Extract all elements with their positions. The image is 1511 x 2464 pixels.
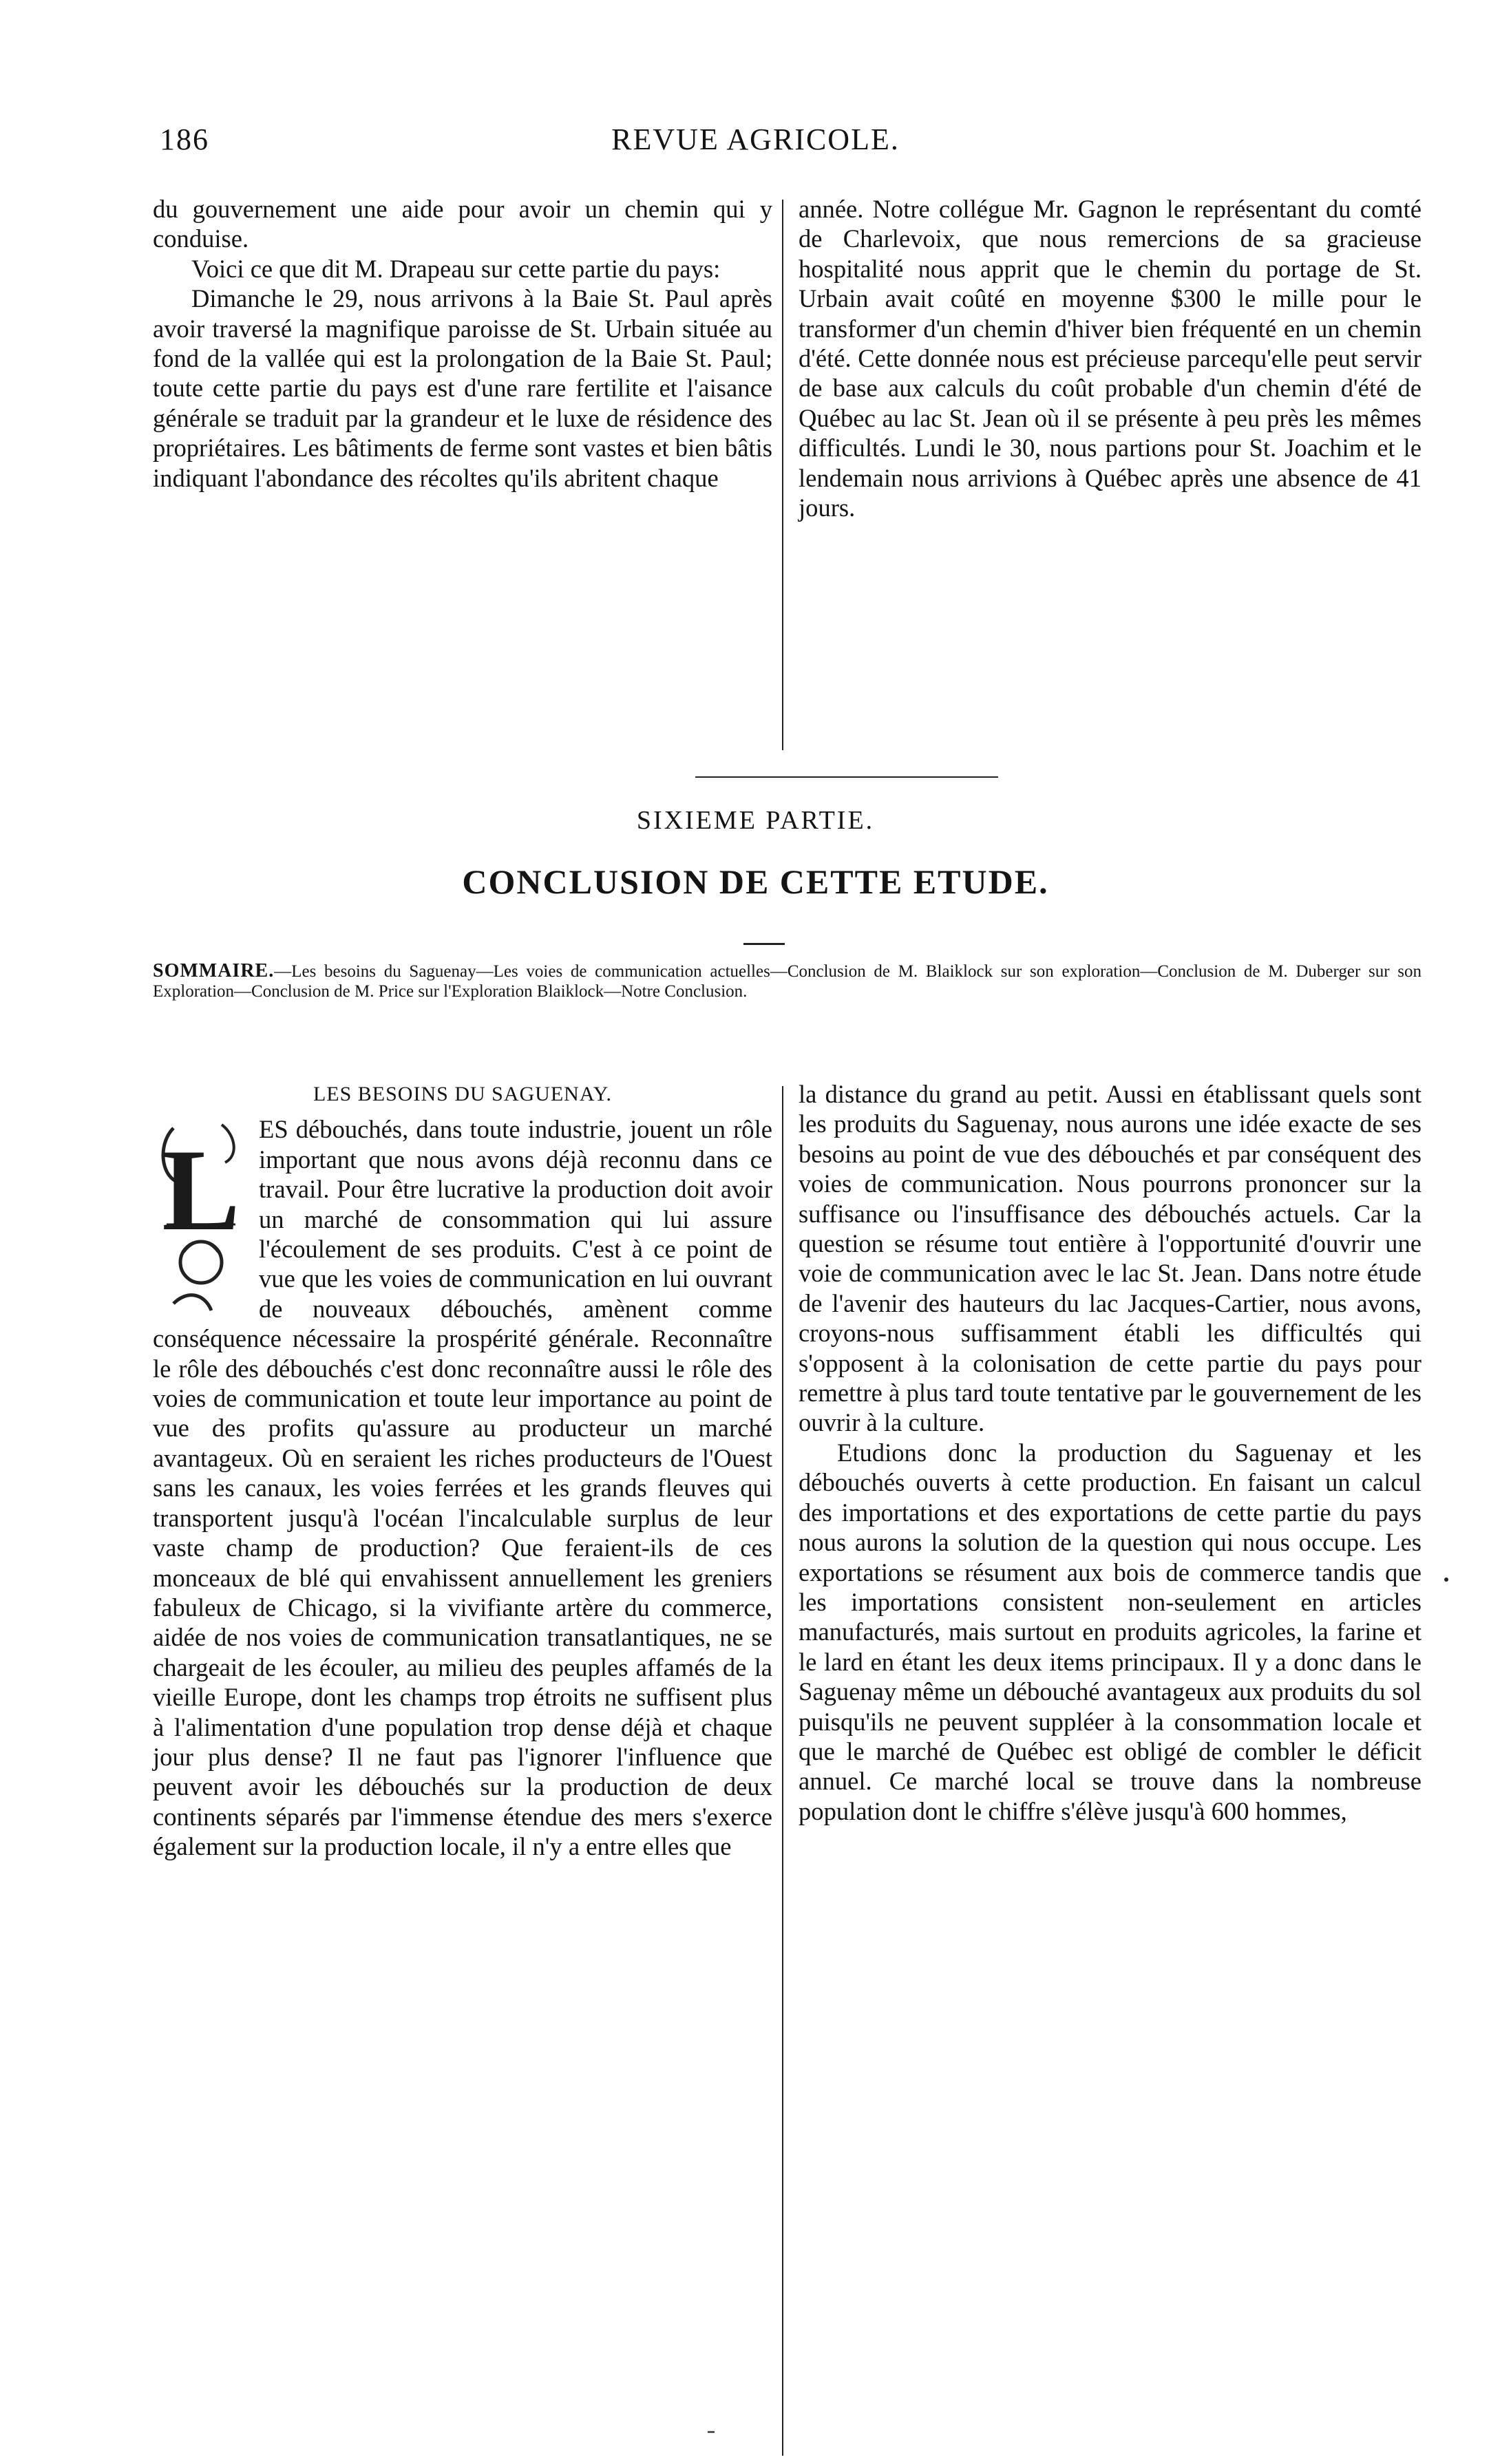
paragraph: ES débouchés, dans toute industrie, jouent un rôle important que nous avons déjà reconnu dans ce travail. Pour être lucrative la production doit avoir un marché de consommation qui lui assure l'écoulement de ses produits. C'est à ce point de vue que les voies de communication en lui ouvrant de nouveaux débouchés, amènent comme conséquence nécessaire la prospérité générale. Reconnaître le rôle des débouchés c'est donc reconnaître aussi le rôle des voies de communication et toute leur importance au point de vue des profits qu'assure au producteur un marché avantageux. Où en seraient les riches producteurs de l'Ouest sans les canaux, les voies ferrées et les grands fleuves qui transportent jusqu'à l'océan l'incalculable surplus de leur vaste champ de production? Que feraient-ils de ces monceaux de blé qui envahissent annuellement les greniers fabuleux de Chicago, si la vivifiante artère du commerce, aidée de nos voies de communication transatlantiques, ne se chargeait de les écouler, au milieu des peuples affamés de la vieille Europe, dont les champs trop étroits ne suffisent plus à l'alimentation d'une population trop dense déjà et chaque jour plus dense? Il ne faut pas l'ignorer l'influence que peuvent avoir les débouchés sur la production de deux continents séparés par l'immense étendue des mers s'exerce également sur la production locale, il n'y a entre elles que [153,1115,772,1861]
column-divider [782,200,783,750]
drop-cap-letter: L [162,1125,240,1255]
section-subheading: LES BESOINS DU SAGUENAY. [313,1083,613,1105]
summary-lead: SOMMAIRE. [153,960,275,981]
part-label: SIXIEME PARTIE. [636,806,875,835]
title-rule [743,943,785,945]
paragraph: Voici ce que dit M. Drapeau sur cette partie du pays: [191,254,721,283]
paragraph: la distance du grand au petit. Aussi en établissant quels sont les produits du Saguenay, nous aurons une idée exacte de ses besoins au point de vue des débouchés et par conséquent des voies de communication. Nous pourrons prononcer sur la suffisance ou l'insuffisance des débouchés actuels. Car la question se résume tout entière à l'opportunité d'ouvrir une voie de communication avec le lac St. Jean. Dans notre étude de l'avenir des hauteurs du lac Jacques-Cartier, nous avons, croyons-nous suffisamment établi les difficultés qui s'opposent à la colonisation de cette partie du pays pour remettre à plus tard toute tentative par le gouvernement de les ouvrir à la culture. [799,1080,1422,1437]
footer-mark [708,2431,715,2433]
running-title: REVUE AGRICOLE. [611,123,900,156]
paragraph: année. Notre collégue Mr. Gagnon le représentant du comté de Charlevoix, que nous remercions de sa gracieuse hospitalité nous apprit que le chemin du portage de St. Urbain avait coûté en moyenne $300 le mille pour le transformer d'un chemin d'hiver bien fréquenté en un chemin d'été. Cette donnée nous est précieuse parcequ'elle peut servir de base aux calculs du coût probable d'un chemin d'été de Québec au lac St. Jean où il se présente à peu près les mêmes difficultés. Lundi le 30, nous partions pour St. Joachim et le lendemain nous arrivions à Québec après une absence de 41 jours. [799,195,1422,522]
top-left-column [153,194,772,493]
summary [153,961,1422,1001]
page-number: 186 [160,123,209,156]
bottom-left-column [153,1079,772,1862]
margin-dot [1444,1578,1448,1582]
top-right-column [799,194,1422,522]
section-divider [695,776,998,778]
chapter-title: CONCLUSION DE CETTE ETUDE. [462,862,1049,901]
paragraph: Etudions donc la production du Saguenay et les débouchés ouverts à cette production. En faisant un calcul des importations et des exportations de cette partie du pays nous aurons la solution de la question qui nous occupe. Les exportations se résument aux bois de commerce tandis que les importations consistent non-seulement en articles manufacturés, mais surtout en produits agricoles, la farine et le lard en étant les deux items principaux. Il y a donc dans le Saguenay même un débouché avantageux aux produits du sol puisqu'ils ne peuvent suppléer à la consommation locale et que le marché de Québec est obligé de combler le déficit annuel. Ce marché local se trouve dans la nombreuse population dont le chiffre s'élève jusqu'à 600 hommes, [799,1438,1422,1825]
paragraph: du gouvernement une aide pour avoir un chemin qui y conduise. [153,195,772,253]
paragraph: Dimanche le 29, nous arrivons à la Baie St. Paul après avoir traversé la magnifique paroisse de St. Urbain située au fond de la vallée qui est la prolongation de la Baie St. Paul; toute cette partie du pays est d'une rare fertilite et l'aisance générale se traduit par la grandeur et le luxe de résidence des propriétaires. Les bâtiments de ferme sont vastes et bien bâtis indiquant l'abondance des récoltes qu'ils abritent chaque [153,284,772,492]
ornamental-drop-cap [153,1114,249,1321]
summary-text: —Les besoins du Saguenay—Les voies de communication actuelles—Conclusion de M. Blaiklock sur son exploration—Conclusion de M. Duberger sur son Exploration—Conclusion de M. Price sur l'Exploration Blaiklock—Notre Conclusion. [153,962,1422,1001]
column-divider [782,1086,783,2456]
bottom-right-column [799,1079,1422,1826]
